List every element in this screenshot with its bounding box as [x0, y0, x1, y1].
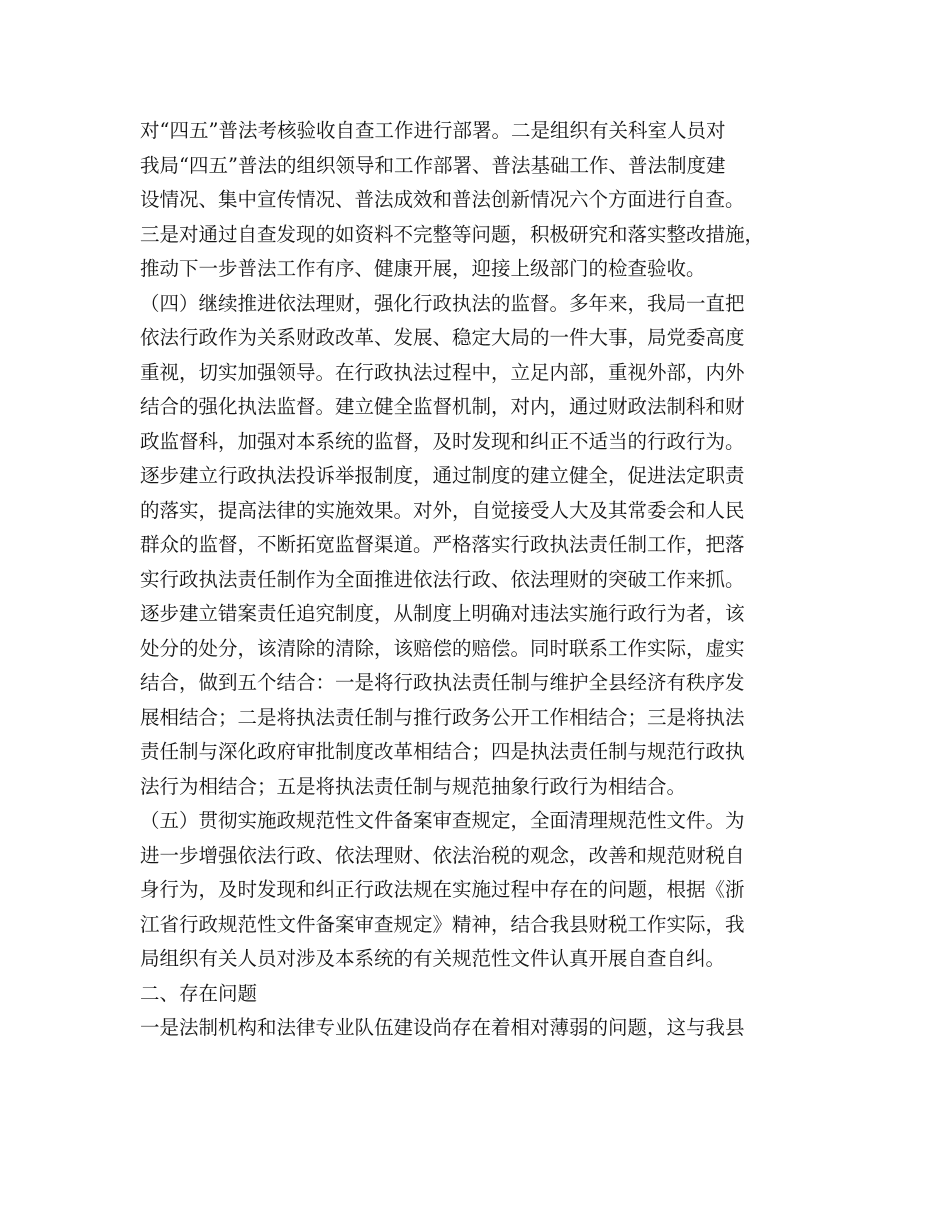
text-line: 重视，切实加强领导。在行政执法过程中，立足内部，重视外部，内外	[140, 360, 745, 384]
text-line: 结合，做到五个结合：一是将行政执法责任制与维护全县经济有秩序发	[140, 671, 745, 694]
section-heading-4: （四）继续推进依法理财，强化行政执法的监督。多年来，我局一直把	[140, 291, 745, 315]
text-line: 身行为，及时发现和纠正行政法规在实施过程中存在的问题，根据《浙	[140, 878, 745, 901]
text-line: 江省行政规范性文件备案审查规定》精神，结合我县财税工作实际，我	[140, 912, 745, 936]
text-line: 法行为相结合；五是将执法责任制与规范抽象行政行为相结合。	[140, 774, 687, 798]
text-line: 群众的监督，不断拓宽监督渠道。严格落实行政执法责任制工作，把落	[140, 533, 745, 556]
text-line: 结合的强化执法监督。建立健全监督机制，对内，通过财政法制科和财	[140, 395, 745, 418]
text-line: 进一步增强依法行政、依法理财、依法治税的观念，改善和规范财税自	[140, 843, 745, 867]
body-text	[140, 114, 820, 1046]
text-line: 展相结合；二是将执法责任制与推行政务公开工作相结合；三是将执法	[140, 705, 745, 729]
text-line: 逐步建立行政执法投诉举报制度，通过制度的建立健全，促进法定职责	[140, 464, 745, 487]
text-line: 责任制与深化政府审批制度改革相结合；四是执法责任制与规范行政执	[140, 740, 745, 763]
text-line: 逐步建立错案责任追究制度，从制度上明确对违法实施行政行为者，该	[140, 602, 745, 625]
text-line: 依法行政作为关系财政改革、发展、稳定大局的一件大事，局党委高度	[140, 326, 745, 349]
text-line: 推动下一步普法工作有序、健康开展，迎接上级部门的检查验收。	[140, 257, 706, 280]
text-line: 我局“四五”普法的组织领导和工作部署、普法基础工作、普法制度建	[140, 153, 726, 177]
section-heading-5: （五）贯彻实施政规范性文件备案审查规定，全面清理规范性文件。为	[140, 809, 745, 832]
text-line: 政监督科，加强对本系统的监督，及时发现和纠正不适当的行政行为。	[140, 429, 745, 453]
section-heading-problems: 二、存在问题	[140, 981, 258, 1005]
text-line: 设情况、集中宣传情况、普法成效和普法创新情况六个方面进行自查。	[140, 188, 745, 211]
text-line: 处分的处分，该清除的清除，该赔偿的赔偿。同时联系工作实际，虚实	[140, 636, 745, 660]
text-line: 的落实，提高法律的实施效果。对外，自觉接受人大及其常委会和人民	[140, 498, 745, 522]
text-line: 实行政执法责任制作为全面推进依法行政、依法理财的突破工作来抓。	[140, 567, 745, 591]
text-line: 对“四五”普法考核验收自查工作进行部署。二是组织有关科室人员对	[140, 119, 726, 142]
text-line: 三是对通过自查发现的如资料不完整等问题，积极研究和落实整改措施，	[140, 222, 765, 246]
text-line: 一是法制机构和法律专业队伍建设尚存在着相对薄弱的问题，这与我县	[140, 1016, 745, 1039]
text-line: 局组织有关人员对涉及本系统的有关规范性文件认真开展自查自纠。	[140, 947, 726, 970]
